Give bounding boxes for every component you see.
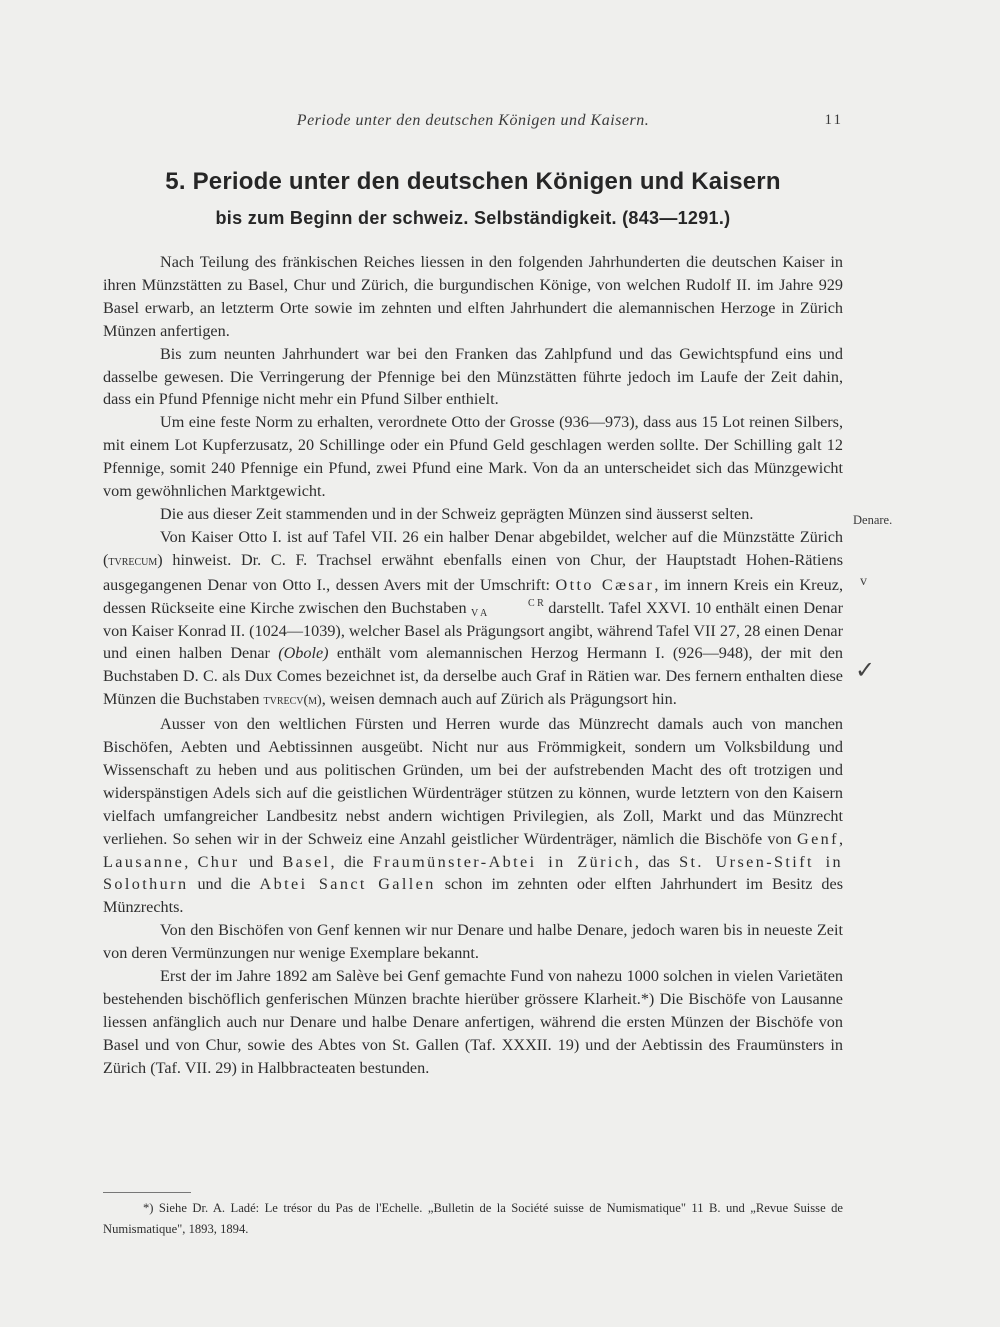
p6-sep-3: und xyxy=(239,852,283,871)
chapter-title: 5. Periode unter den deutschen Königen und Kaisern xyxy=(165,168,781,195)
place-genf: Genf xyxy=(796,829,839,848)
paragraph-2: Bis zum neunten Jahrhundert war bei den Franken das Zahlpfund und das Gewichtspfund eins und dasselbe gewesen. Die Verringerung der Pfennige bei den Münzstätten führte jedoch im Laufe der Zeit dahin, dass ein Pfund Pfennige nicht mehr ein Pfund Silber enthielt. xyxy=(103,344,843,409)
p6-sep-2: , xyxy=(184,852,198,871)
otto-caesar-legend: Otto Cæsar xyxy=(555,575,655,594)
place-basel: Basel xyxy=(282,852,331,871)
va-letters: V A xyxy=(471,607,488,619)
cr-va-letters xyxy=(471,599,544,619)
chapter-subtitle: bis zum Beginn der schweiz. Selbständigkeit. (843—1291.) xyxy=(215,208,731,228)
footnote-text: *) Siehe Dr. A. Ladé: Le trésor du Pas de l'Echelle. „Bulletin de la Société suisse de Numismatique" 11 B. und „Revue Suisse de Numismatique", 1893, 1894. xyxy=(103,1201,843,1236)
obole-term: (Obole) xyxy=(278,644,329,663)
p5-text-3: , im innern Kreis ein Kreuz, dessen Rückseite eine Kirche zwischen den Buchstaben xyxy=(103,575,843,617)
body-text xyxy=(103,251,843,1080)
tvrecvm-legend: tvrecv(m) xyxy=(263,693,322,709)
p5-text-4: darstellt. Tafel XXVI. 10 enthält einen Denar von Kaiser Konrad II. (1024—1039), welcher Basel als Prägungsort angibt, während Tafel VII 27, 28 einen Denar und einen halben Denar xyxy=(103,598,843,663)
handwritten-check-mark: ✓ xyxy=(855,658,876,684)
p5-text-5: enthält vom alemannischen Herzog Hermann I. (926—948), der mit den Buchstaben D. C. als Dux Comes bezeichnet ist, da derselbe auch Graf in Rätien war. Des fernern enthalten diese Münzen die Buchstaben xyxy=(103,644,843,709)
paragraph-6 xyxy=(103,713,843,919)
p6-sep-5: , das xyxy=(634,852,680,871)
paragraph-4: Die aus dieser Zeit stammenden und in der Schweiz geprägten Münzen sind äusserst selten. xyxy=(160,504,754,523)
paragraph-1: Nach Teilung des fränkischen Reiches liessen in den folgenden Jahrhunderten die deutschen Kaiser in ihren Münzstätten zu Basel, Chur und Zürich, die burgundischen Könige, von welchen Rudolf II. im Jahre 929 Basel erwarb, an letzterm Orte sowie im zehnten und elften Jahrhundert die alemannischen Herzoge in Zürich Münzen anfertigen. xyxy=(103,253,843,340)
p6-sep-4: , die xyxy=(330,852,373,871)
paragraph-3: Um eine feste Norm zu erhalten, verordnete Otto der Grosse (936—973), dass aus 15 Lot reinen Silbers, mit einem Lot Kupferzusatz, 20 Schillinge oder ein Pfund Geld geschlagen werden sollte. Der Schilling galt 12 Pfennige, somit 240 Pfennige ein Pfund, zwei Pfund eine Mark. Von da an unterscheidet sich das Münzgewicht vom gewöhnlichen Marktgewicht. xyxy=(103,413,843,501)
paragraph-5 xyxy=(103,526,843,713)
running-title: Periode unter den deutschen Königen und Kaisern. xyxy=(296,112,650,129)
place-lausanne: Lausanne xyxy=(103,852,185,871)
abtei-st-gallen: Abtei Sanct Gallen xyxy=(259,875,436,894)
p6-text-2: schon im zehnten oder elften Jahrhundert im Besitz des Münzrechts. xyxy=(103,875,844,917)
p6-text-1: Ausser von den weltlichen Fürsten und Herren wurde das Münzrecht damals auch von manchen Bischöfen, Aebten und Aebtissinnen ausgeübt. Nicht nur aus Frömmigkeit, sondern um Volksbildung und Wissenschaft zu heben und aus politischen Gründen, um bei der aufstrebenden Macht des oft trotzigen und widerspänstigen Adels sich auf die geistlichen Würdenträger stützen zu können, wurde letztern von den Kaisern vielfach umfangreicher Landbesitz nebst andern wichtigen Privilegien, als Zoll, Markt und das Münzrecht verliehen. So sehen wir in der Schweiz eine Anzahl geistlicher Würdenträger, nämlich die Bischöfe von xyxy=(103,715,843,848)
paragraph-7: Von den Bischöfen von Genf kennen wir nur Denare und halbe Denare, jedoch waren bis in neueste Zeit von deren Vermünzungen nur wenige Exemplare bekannt. xyxy=(103,921,843,963)
fraumuenster-abtei: Fraumünster-Abtei in Zürich xyxy=(372,852,635,871)
paragraph-8: Erst der im Jahre 1892 am Salève bei Genf gemachte Fund von nahezu 1000 solchen in vielen Varietäten bestehenden bischöflich genferischen Münzen brachte hierüber grössere Klarheit.*) Die Bischöfe von Lausanne liessen anfänglich auch nur Denare und halbe Denare anfertigen, während die ersten Münzen der Bischöfe von Basel und von Chur, sowie des Abtes von St. Gallen (Taf. XXXII. 19) und der Aebtissin des Fraumünsters in Zürich (Taf. VII. 29) in Halbbracteaten bestunden. xyxy=(103,967,843,1077)
handwritten-v-mark: v xyxy=(860,574,867,589)
cr-letters: C R xyxy=(528,597,544,609)
running-header xyxy=(103,112,843,136)
p6-sep-1: , xyxy=(838,829,843,848)
page-number: 11 xyxy=(824,112,843,128)
p5-text-2: ) hinweist. Dr. C. F. Trachsel erwähnt ebenfalls einen von Chur, der Hauptstadt Hohen-Rätiens ausgegangenen Denar von Otto I., dessen Avers mit der Umschrift: xyxy=(103,550,843,594)
place-chur: Chur xyxy=(197,852,240,871)
p5-text-6: , weisen demnach auch auf Zürich als Prägungsort hin. xyxy=(321,690,677,709)
tvrecum-legend: tvrecum xyxy=(108,553,158,569)
st-ursen-stift: St. Ursen-Stift in Solothurn xyxy=(103,852,843,894)
p5-text-1: Von Kaiser Otto I. ist auf Tafel VII. 26 ein halber Denar abgebildet, welcher auf die Münzstätte Zürich ( xyxy=(103,527,843,569)
margin-note-denare: Denare. xyxy=(853,513,893,527)
footnote-rule xyxy=(103,1192,191,1193)
p6-sep-6: und die xyxy=(188,875,260,894)
footnote xyxy=(103,1198,843,1240)
